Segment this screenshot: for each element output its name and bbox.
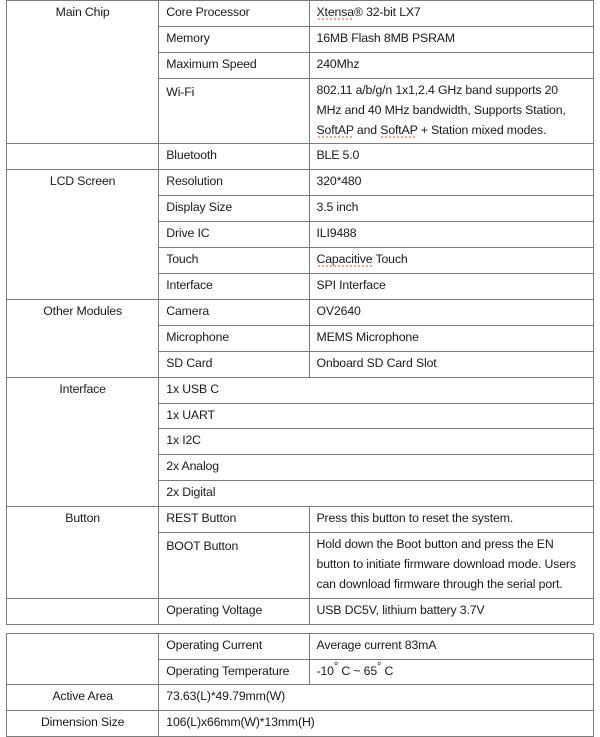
- group-label-other-modules: Other Modules: [7, 299, 159, 377]
- row-label: Display Size: [159, 196, 309, 222]
- table-row: [7, 377, 594, 403]
- degree-icon: °: [333, 660, 339, 673]
- row-value: [309, 248, 594, 274]
- table-row: [7, 144, 594, 170]
- row-label: Maximum Speed: [159, 52, 309, 78]
- group-label-main-chip: Main Chip: [7, 1, 159, 144]
- row-value-part-3: + Station mixed modes.: [417, 122, 547, 137]
- row-label: 1x I2C: [159, 429, 594, 455]
- table-row: [7, 633, 594, 659]
- row-value: Press this button to reset the system.: [309, 507, 594, 533]
- row-value: Average current 83mA: [309, 633, 594, 659]
- row-value: ILI9488: [309, 222, 594, 248]
- table-row: [7, 711, 594, 737]
- main-spec-table: [6, 0, 594, 625]
- row-label: SD Card: [159, 351, 309, 377]
- row-label: REST Button: [159, 507, 309, 533]
- row-value: [309, 78, 594, 144]
- table-separator-gap: [6, 625, 594, 633]
- spellchecked-word: SoftAP: [316, 122, 354, 137]
- row-value-dimension-size: 106(L)x66mm(W)*13mm(H): [159, 711, 594, 737]
- row-value: Hold down the Boot button and press the EN button to initiate firmware download mode. Users can download firmware through the serial port.: [309, 533, 594, 599]
- row-value: 16MB Flash 8MB PSRAM: [309, 26, 594, 52]
- spellchecked-word: Capacitive: [316, 252, 373, 267]
- group-label-interface: Interface: [7, 377, 159, 507]
- row-value: 240Mhz: [309, 52, 594, 78]
- row-value-part-2: and: [353, 122, 381, 137]
- row-value: 3.5 inch: [309, 196, 594, 222]
- spellchecked-word: SoftAP: [380, 122, 418, 137]
- row-label: Microphone: [159, 325, 309, 351]
- table-row: [7, 299, 594, 325]
- bottom-spec-table: [6, 633, 594, 737]
- row-label-active-area: Active Area: [7, 685, 159, 711]
- table-row: [7, 170, 594, 196]
- row-value: BLE 5.0: [309, 144, 594, 170]
- group-label-main-chip-spacer: [7, 144, 159, 170]
- row-value-rest: Touch: [372, 252, 408, 267]
- row-label: Bluetooth: [159, 144, 309, 170]
- row-value: Onboard SD Card Slot: [309, 351, 594, 377]
- row-value: MEMS Microphone: [309, 325, 594, 351]
- row-value-part-1: 802.11 a/b/g/n 1x1,2.4 GHz band supports 20 MHz and 40 MHz bandwidth, Supports Station,: [316, 82, 566, 117]
- row-label: Interface: [159, 273, 309, 299]
- temp-unit-min: C ~ 65: [338, 663, 378, 678]
- row-label: Core Processor: [159, 1, 309, 27]
- temp-min: -10: [316, 663, 334, 678]
- row-value: OV2640: [309, 299, 594, 325]
- row-label: 1x USB C: [159, 377, 594, 403]
- row-label: Drive IC: [159, 222, 309, 248]
- row-label: Wi-Fi: [159, 78, 309, 144]
- spellchecked-word: Xtensa: [316, 5, 354, 19]
- row-label: Camera: [159, 299, 309, 325]
- row-label: BOOT Button: [159, 533, 309, 599]
- table-row: [7, 598, 594, 624]
- row-label: Operating Current: [159, 633, 309, 659]
- group-label-empty-bottom: [7, 633, 159, 685]
- row-label: Operating Temperature: [159, 659, 309, 685]
- row-value: 320*480: [309, 170, 594, 196]
- row-label: Resolution: [159, 170, 309, 196]
- degree-icon: °: [377, 660, 382, 673]
- row-label: 2x Analog: [159, 455, 594, 481]
- group-label-lcd-screen: LCD Screen: [7, 170, 159, 300]
- row-label: Touch: [159, 248, 309, 274]
- row-value: USB DC5V, lithium battery 3.7V: [309, 598, 594, 624]
- group-label-empty: [7, 598, 159, 624]
- table-row: [7, 685, 594, 711]
- row-value: [309, 659, 594, 685]
- row-label: 2x Digital: [159, 481, 594, 507]
- row-label-dimension-size: Dimension Size: [7, 711, 159, 737]
- temp-unit-max: C: [381, 663, 394, 678]
- table-row: [7, 507, 594, 533]
- group-label-button: Button: [7, 507, 159, 599]
- row-label: 1x UART: [159, 403, 594, 429]
- row-value: [309, 1, 594, 27]
- row-label: Operating Voltage: [159, 598, 309, 624]
- row-value-rest: ® 32-bit LX7: [353, 5, 421, 19]
- row-value: SPI Interface: [309, 273, 594, 299]
- row-value-active-area: 73.63(L)*49.79mm(W): [159, 685, 594, 711]
- row-label: Memory: [159, 26, 309, 52]
- table-row: [7, 1, 594, 27]
